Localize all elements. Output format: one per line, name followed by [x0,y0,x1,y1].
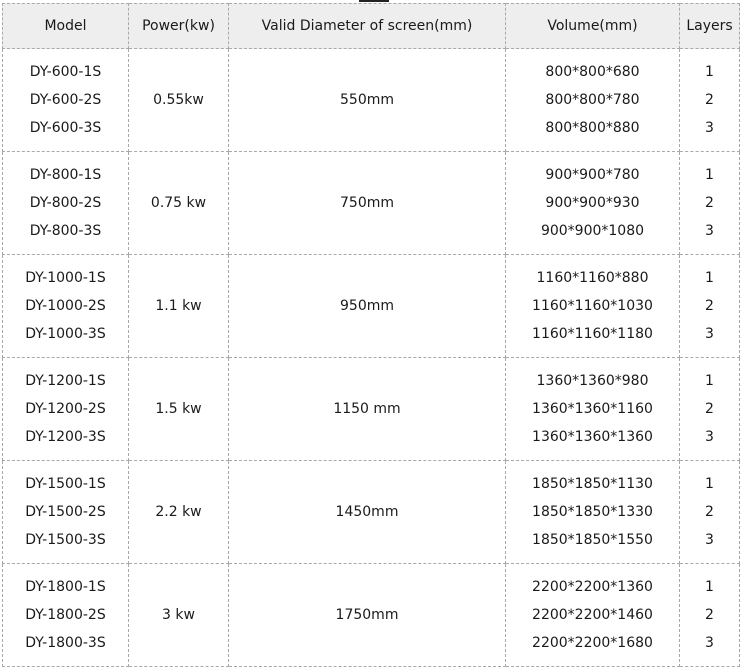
model-name: DY-1500-1S [25,476,106,492]
diameter-cell: 750mm [229,152,506,255]
volume-cell [506,255,680,358]
volume-value: 2200*2200*1460 [532,607,653,623]
table-row [2,564,740,667]
layer-count: 3 [705,635,714,651]
model-name: DY-1800-1S [25,579,106,595]
model-name: DY-1500-3S [25,532,106,548]
volume-value: 1850*1850*1330 [532,504,653,520]
volume-value: 2200*2200*1680 [532,635,653,651]
layer-count: 1 [705,476,714,492]
table-row [2,49,740,152]
model-name: DY-1000-1S [25,270,106,286]
model-name: DY-800-1S [29,167,102,183]
header-layers: Layers [680,3,740,49]
volume-value: 1850*1850*1550 [532,532,653,548]
table-row [2,152,740,255]
volume-value: 1160*1160*1030 [532,298,653,314]
specification-table [2,3,740,667]
diameter-cell: 1450mm [229,461,506,564]
volume-cell [506,461,680,564]
layer-count: 2 [705,401,714,417]
layer-count: 1 [705,270,714,286]
model-cell [2,358,129,461]
model-name: DY-1800-3S [25,635,106,651]
volume-value: 900*900*780 [545,167,640,183]
volume-value: 1360*1360*1160 [532,401,653,417]
layers-cell [680,255,740,358]
model-cell [2,564,129,667]
volume-value: 800*800*680 [545,64,640,80]
model-name: DY-1000-3S [25,326,106,342]
power-cell: 1.5 kw [129,358,229,461]
layer-count: 3 [705,326,714,342]
layer-count: 3 [705,532,714,548]
table-row [2,255,740,358]
layer-count: 2 [705,195,714,211]
layer-count: 2 [705,298,714,314]
layer-count: 1 [705,579,714,595]
model-name: DY-800-3S [29,223,102,239]
diameter-cell: 1150 mm [229,358,506,461]
model-cell [2,255,129,358]
layer-count: 2 [705,504,714,520]
power-cell: 1.1 kw [129,255,229,358]
power-cell: 0.75 kw [129,152,229,255]
volume-value: 1850*1850*1130 [532,476,653,492]
table-header [2,3,740,49]
diameter-cell: 550mm [229,49,506,152]
model-cell [2,49,129,152]
top-edge-mark [359,0,389,2]
model-name: DY-1200-3S [25,429,106,445]
table-row [2,461,740,564]
layer-count: 2 [705,92,714,108]
volume-value: 800*800*880 [545,120,640,136]
volume-value: 2200*2200*1360 [532,579,653,595]
layers-cell [680,152,740,255]
header-diameter: Valid Diameter of screen(mm) [229,3,506,49]
power-cell: 3 kw [129,564,229,667]
model-cell [2,152,129,255]
volume-value: 1160*1160*880 [536,270,649,286]
layer-count: 3 [705,429,714,445]
header-model: Model [2,3,129,49]
header-row [2,3,740,49]
volume-cell [506,49,680,152]
model-name: DY-600-3S [29,120,102,136]
diameter-cell: 1750mm [229,564,506,667]
layer-count: 3 [705,223,714,239]
model-name: DY-1500-2S [25,504,106,520]
header-volume: Volume(mm) [506,3,680,49]
model-name: DY-800-2S [29,195,102,211]
volume-value: 900*900*930 [545,195,640,211]
model-name: DY-1200-2S [25,401,106,417]
table-body [2,49,740,667]
layers-cell [680,358,740,461]
table-row [2,358,740,461]
layers-cell [680,461,740,564]
volume-value: 1160*1160*1180 [532,326,653,342]
volume-cell [506,564,680,667]
layer-count: 3 [705,120,714,136]
diameter-cell: 950mm [229,255,506,358]
volume-cell [506,152,680,255]
header-power: Power(kw) [129,3,229,49]
model-name: DY-600-2S [29,92,102,108]
power-cell: 0.55kw [129,49,229,152]
layers-cell [680,49,740,152]
volume-value: 1360*1360*1360 [532,429,653,445]
model-name: DY-1800-2S [25,607,106,623]
layer-count: 1 [705,167,714,183]
model-cell [2,461,129,564]
layer-count: 1 [705,373,714,389]
volume-value: 1360*1360*980 [536,373,649,389]
model-name: DY-1000-2S [25,298,106,314]
model-name: DY-1200-1S [25,373,106,389]
layers-cell [680,564,740,667]
volume-value: 900*900*1080 [540,223,645,239]
layer-count: 1 [705,64,714,80]
model-name: DY-600-1S [29,64,102,80]
layer-count: 2 [705,607,714,623]
power-cell: 2.2 kw [129,461,229,564]
volume-cell [506,358,680,461]
volume-value: 800*800*780 [545,92,640,108]
